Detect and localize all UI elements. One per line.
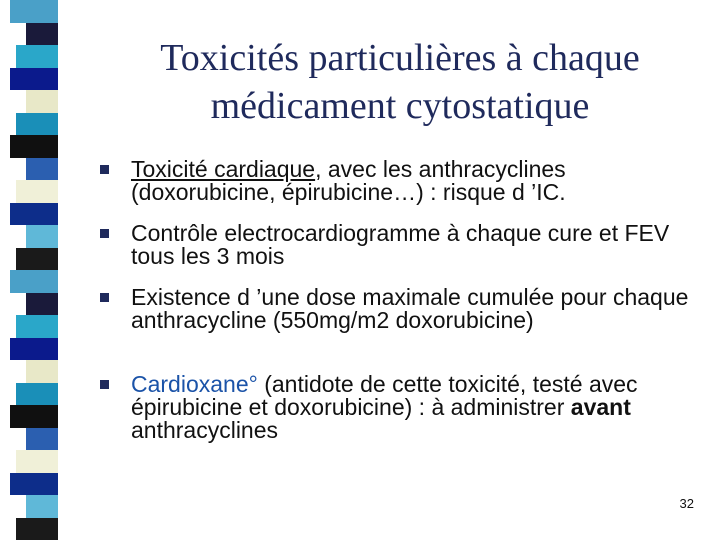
strip-segment [16, 45, 58, 68]
bullet-1-underlined-text: Toxicité cardiaque [131, 156, 316, 182]
strip-segment [10, 0, 58, 23]
bullet-item [98, 373, 698, 442]
strip-segment [10, 270, 58, 293]
strip-segment [16, 248, 58, 271]
strip-segment [26, 225, 58, 248]
strip-segment [26, 293, 58, 316]
strip-segment [10, 203, 58, 226]
decorative-side-strip [0, 0, 70, 540]
bullet-2-text: Contrôle electrocardiogramme à chaque cure et FEV tous les 3 mois [131, 220, 670, 269]
bullet-item [98, 286, 698, 373]
square-bullet-icon [100, 165, 109, 174]
strip-segment [10, 405, 58, 428]
bullet-4-bold-text: avant [570, 394, 631, 420]
strip-segment [10, 338, 58, 361]
strip-segment [26, 495, 58, 518]
strip-segment [26, 428, 58, 451]
strip-segment [26, 158, 58, 181]
bullet-4-text: (antidote de cette toxicité, testé avec épirubicine et doxorubicine) : à administrer [131, 371, 638, 420]
bullet-item [98, 222, 698, 286]
strip-segment [16, 180, 58, 203]
slide-title [90, 34, 710, 130]
strip-segment [16, 315, 58, 338]
strip-segment [26, 23, 58, 46]
bullet-4-accent-text: Cardioxane° [131, 371, 258, 397]
strip-segment [16, 518, 58, 540]
square-bullet-icon [100, 380, 109, 389]
title-line-2: médicament cytostatique [210, 85, 590, 127]
strip-segment [10, 473, 58, 496]
square-bullet-icon [100, 293, 109, 302]
square-bullet-icon [100, 229, 109, 238]
bullet-1-text: , avec les anthracyclines (doxorubicine, épirubicine…) : risque d ’IC. [131, 156, 566, 205]
title-line-1: Toxicités particulières à chaque [160, 37, 640, 79]
strip-segment [16, 383, 58, 406]
strip-segment [16, 450, 58, 473]
bullet-3-text: Existence d ’une dose maximale cumulée pour chaque anthracycline (550mg/m2 doxorubicine) [131, 284, 689, 333]
strip-segment [26, 360, 58, 383]
strip-segment [10, 135, 58, 158]
strip-segment [10, 68, 58, 91]
bullet-item [98, 158, 698, 222]
bullet-4-text-end: anthracyclines [131, 417, 279, 443]
page-number: 32 [679, 496, 694, 511]
strip-segment [16, 113, 58, 136]
bullet-list [98, 158, 698, 442]
strip-segment [26, 90, 58, 113]
